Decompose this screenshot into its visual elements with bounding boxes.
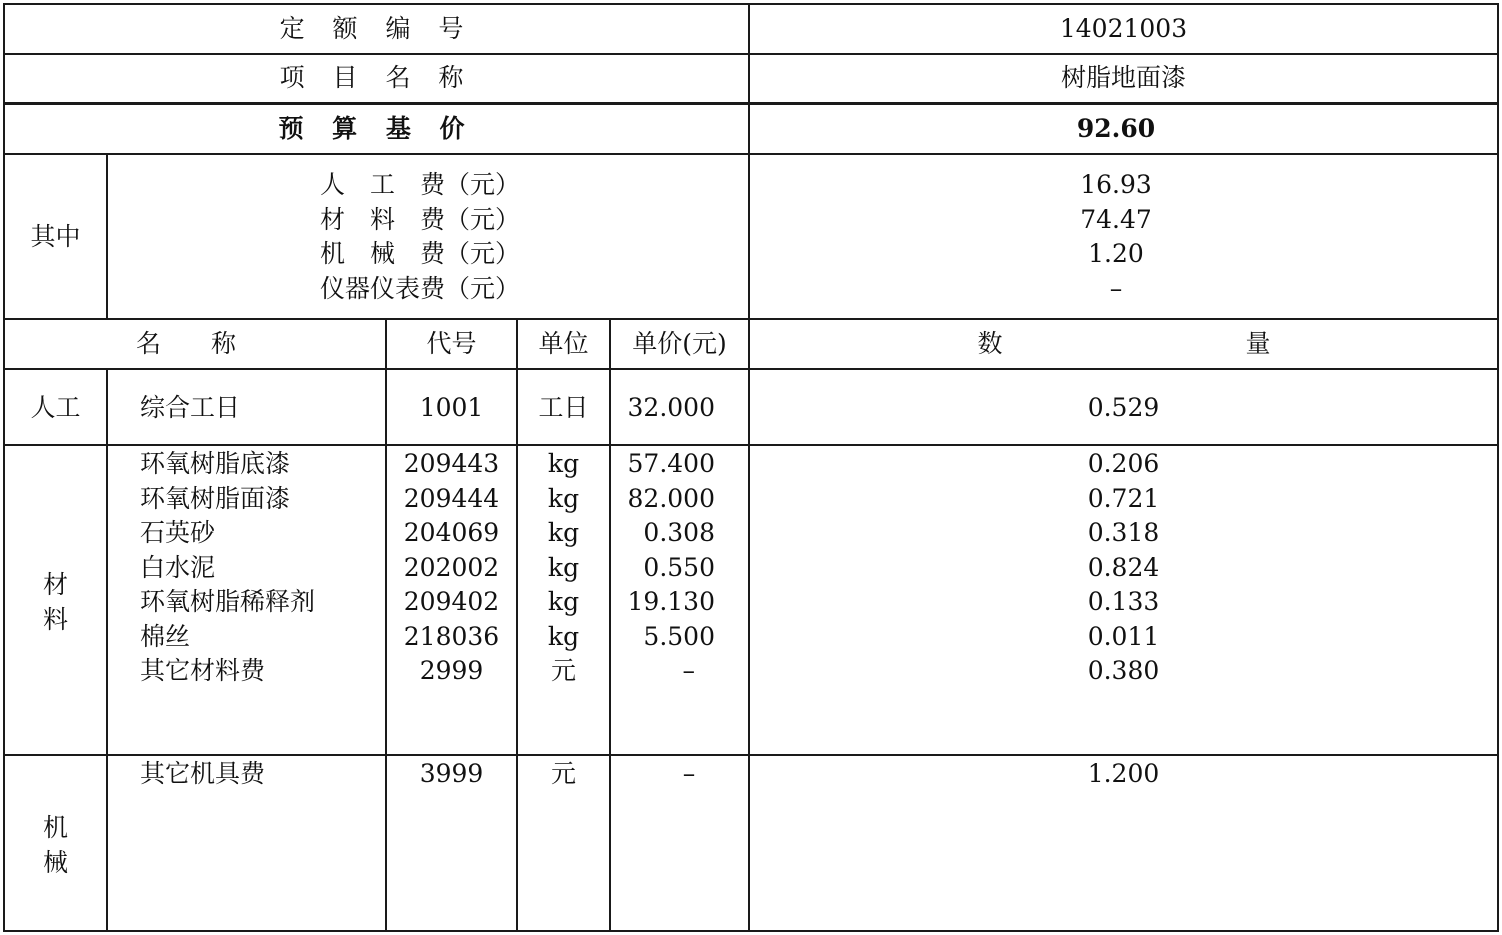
material-code: 2999 xyxy=(419,656,484,685)
material-qty: 0.206 xyxy=(1087,449,1160,478)
material-name: 环氧树脂面漆 xyxy=(140,483,291,513)
machinery-name: 其它机具费 xyxy=(140,759,266,788)
material-code: 202002 xyxy=(403,552,500,582)
labor-code: 1001 xyxy=(419,393,484,422)
materials-group-label-char: 料 xyxy=(42,604,68,634)
breakdown-labels xyxy=(320,168,520,306)
machinery-group-label-char: 械 xyxy=(42,847,68,877)
labor-group-label: 人工 xyxy=(30,393,81,422)
material-name: 环氧树脂底漆 xyxy=(140,449,291,478)
labor-price: 32.000 xyxy=(627,393,715,422)
machinery-price: – xyxy=(682,759,696,788)
material-code: 204069 xyxy=(403,518,500,547)
col-header-code: 代号 xyxy=(426,329,477,358)
material-qty: 0.824 xyxy=(1087,552,1160,582)
materials-names xyxy=(140,447,315,689)
breakdown-group-label: 其中 xyxy=(30,222,81,251)
material-code: 209402 xyxy=(403,587,500,616)
materials-qtys xyxy=(750,447,1497,689)
material-unit: kg xyxy=(547,483,580,513)
material-code: 218036 xyxy=(403,621,500,651)
col-header-price: 单价(元) xyxy=(632,329,727,358)
material-unit: kg xyxy=(547,552,580,582)
breakdown-values xyxy=(750,168,1482,306)
breakdown-value: – xyxy=(1109,273,1123,303)
materials-group-label-char: 材 xyxy=(42,570,68,599)
rule-top xyxy=(3,3,1499,5)
material-price: 0.308 xyxy=(643,518,715,547)
labor-qty: 0.529 xyxy=(1087,393,1160,422)
rule xyxy=(3,754,1499,756)
breakdown-value: 74.47 xyxy=(1080,204,1152,234)
material-price: 19.130 xyxy=(627,587,715,616)
base-price-label: 预 算 基 价 xyxy=(278,114,475,143)
item-name-label: 项 目 名 称 xyxy=(279,63,474,92)
materials-prices xyxy=(611,447,715,689)
material-price: 57.400 xyxy=(627,449,715,478)
rule xyxy=(3,368,1499,370)
breakdown-label: 材 料 费（元） xyxy=(320,204,521,234)
breakdown-label: 人 工 费（元） xyxy=(320,170,521,199)
labor-unit: 工日 xyxy=(538,393,589,422)
breakdown-label: 仪器仪表费（元） xyxy=(320,273,521,303)
material-name: 环氧树脂稀释剂 xyxy=(140,587,316,616)
material-code: 209443 xyxy=(403,449,500,478)
col-header-qty-2: 量 xyxy=(1245,329,1271,358)
material-unit: kg xyxy=(547,621,580,651)
rule xyxy=(3,318,1499,320)
material-code: 209444 xyxy=(403,483,500,513)
material-qty: 0.011 xyxy=(1087,621,1160,651)
quota-code-label: 定 额 编 号 xyxy=(279,14,474,43)
material-unit: 元 xyxy=(550,656,576,685)
breakdown-value: 16.93 xyxy=(1080,170,1152,199)
col-header-unit: 单位 xyxy=(538,329,589,358)
machinery-code: 3999 xyxy=(419,759,484,788)
material-qty: 0.721 xyxy=(1087,483,1160,513)
material-price: 5.500 xyxy=(643,621,715,651)
material-qty: 0.318 xyxy=(1087,518,1160,547)
breakdown-value: 1.20 xyxy=(1088,239,1144,268)
base-price-value: 92.60 xyxy=(1076,114,1156,143)
material-price: 82.000 xyxy=(627,483,715,513)
material-unit: kg xyxy=(547,587,580,616)
col-header-name: 名 称 xyxy=(136,329,237,358)
material-unit: kg xyxy=(547,518,580,547)
material-price: 0.550 xyxy=(643,552,715,582)
col-header-qty-1: 数 xyxy=(977,329,1003,358)
rule-right xyxy=(1497,3,1499,932)
machinery-unit: 元 xyxy=(550,759,576,788)
rule xyxy=(3,444,1499,446)
labor-name: 综合工日 xyxy=(140,393,241,422)
material-name: 其它材料费 xyxy=(140,656,266,685)
quota-code-value: 14021003 xyxy=(1059,14,1188,43)
materials-group-label xyxy=(5,568,106,637)
rule xyxy=(3,53,1499,55)
material-name: 石英砂 xyxy=(140,518,216,547)
item-name-value: 树脂地面漆 xyxy=(1060,63,1186,92)
material-unit: kg xyxy=(547,449,580,478)
machinery-qty: 1.200 xyxy=(1087,759,1160,788)
materials-codes xyxy=(387,447,516,689)
material-price: – xyxy=(682,656,695,685)
rule xyxy=(3,102,1499,105)
machinery-group-label xyxy=(5,811,106,880)
machinery-group-label-char: 机 xyxy=(42,813,68,842)
breakdown-label: 机 械 费（元） xyxy=(320,239,521,268)
rule-bottom xyxy=(3,930,1499,932)
materials-units xyxy=(518,447,609,689)
rule xyxy=(3,153,1499,155)
rule-group-col xyxy=(106,368,108,932)
material-name: 白水泥 xyxy=(140,552,216,582)
material-qty: 0.133 xyxy=(1087,587,1160,616)
material-qty: 0.380 xyxy=(1087,656,1160,685)
material-name: 棉丝 xyxy=(140,621,191,651)
rule-group-col xyxy=(106,153,108,320)
